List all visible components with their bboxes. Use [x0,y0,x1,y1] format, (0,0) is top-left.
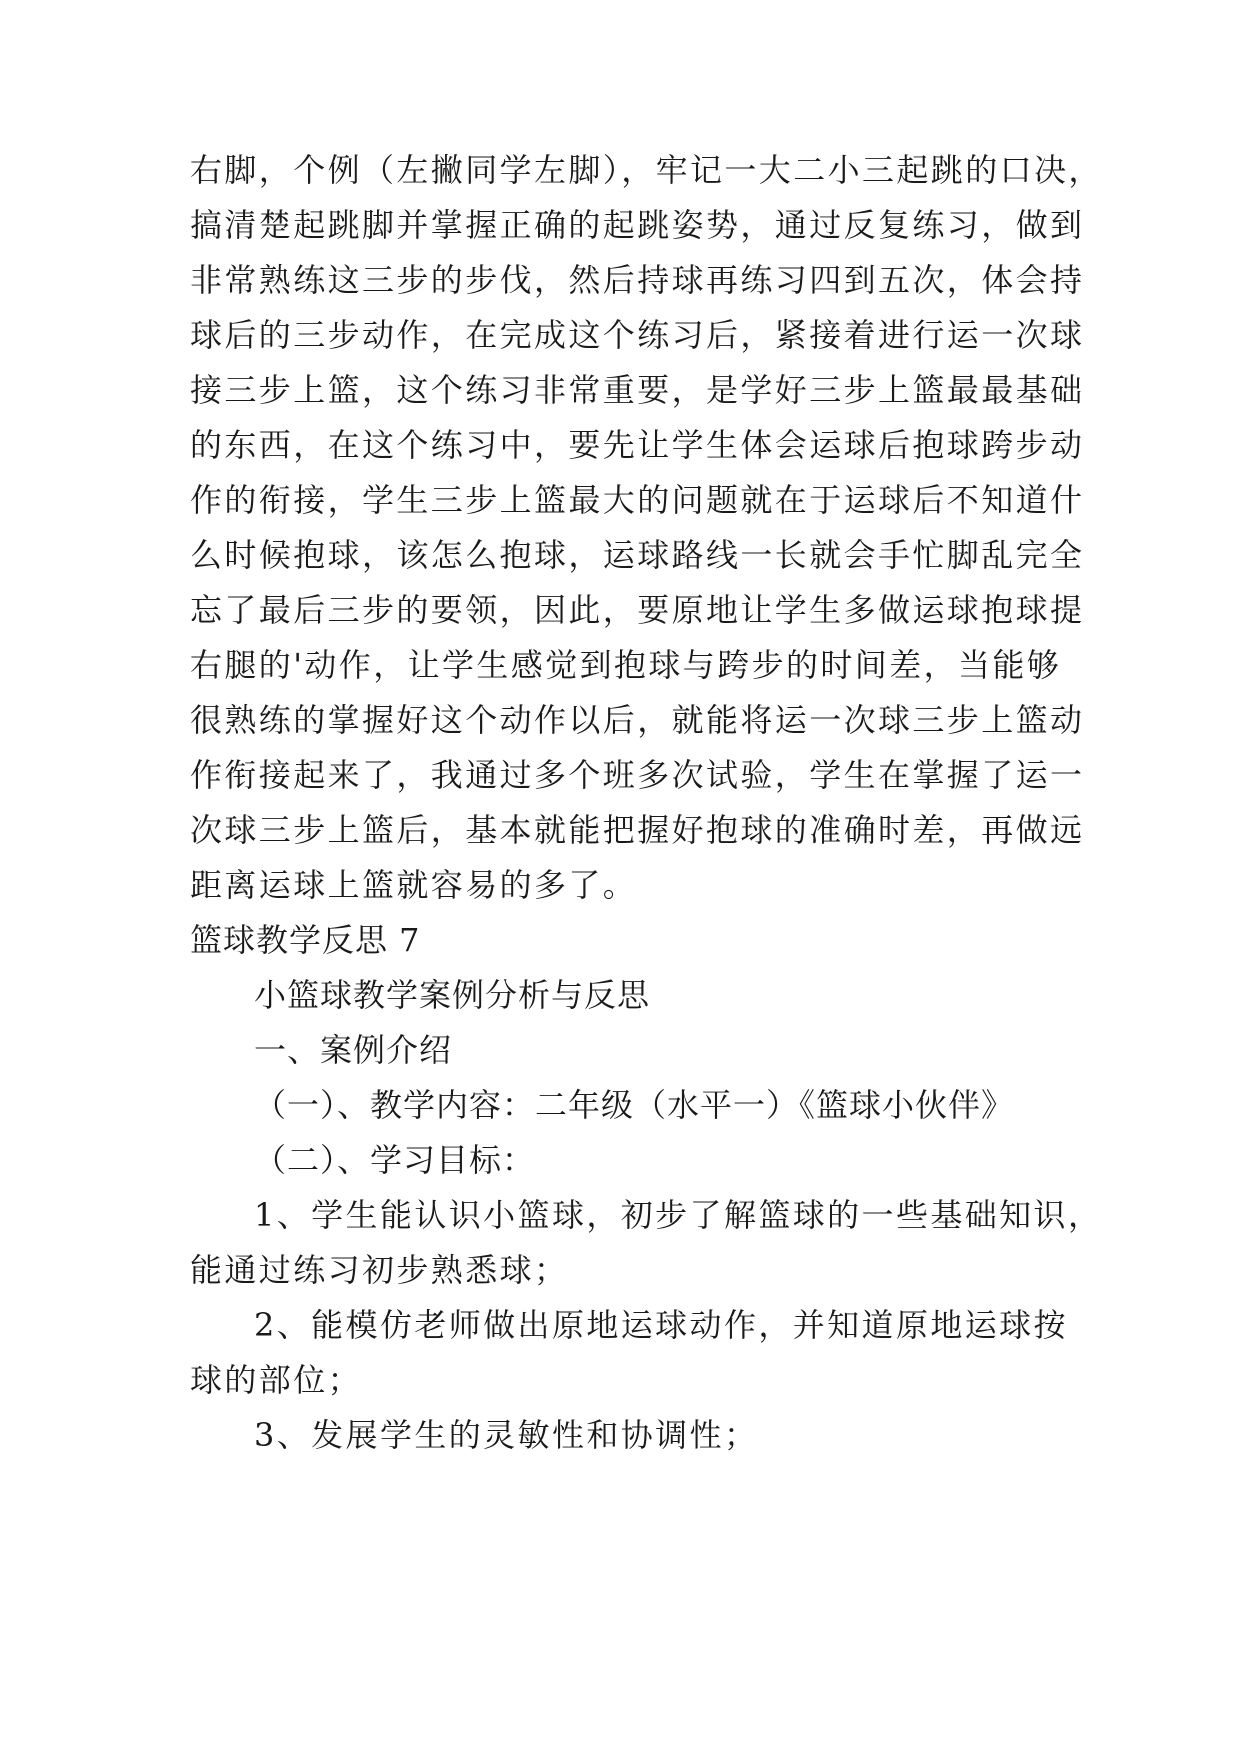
goal-1-line-2: 能通过练习初步熟悉球； [190,1251,569,1289]
paragraph-line: 球后的三步动作，在完成这个练习后，紧接着进行运一次球 [190,316,1085,354]
paragraph-line: 右脚，个例（左撇同学左脚），牢记一大二小三起跳的口决， [190,151,1103,189]
paragraph-line: 搞清楚起跳脚并掌握正确的起跳姿势，通过反复练习，做到 [190,206,1085,244]
subtitle: 小篮球教学案例分析与反思 [254,976,651,1014]
paragraph-line: 很熟练的掌握好这个动作以后，就能将运一次球三步上篮动 [190,701,1085,739]
goal-1-line-1: 1、学生能认识小篮球，初步了解篮球的一些基础知识， [254,1196,1103,1234]
paragraph-line: 距离运球上篮就容易的多了。 [190,866,638,904]
section-heading: 篮球教学反思 7 [190,921,421,959]
goal-3-line-1: 3、发展学生的灵敏性和协调性； [254,1416,759,1454]
paragraph-line: 么时候抱球，该怎么抱球，运球路线一长就会手忙脚乱完全 [190,536,1085,574]
paragraph-line: 右腿的'动作，让学生感觉到抱球与跨步的时间差，当能够 [190,646,1062,684]
paragraph-line: 次球三步上篮后，基本就能把握好抱球的准确时差，再做远 [190,811,1085,849]
goal-2-line-1: 2、能模仿老师做出原地运球动作，并知道原地运球按 [254,1306,1068,1344]
goal-2-line-2: 球的部位； [190,1361,363,1399]
paragraph-line: 的东西，在这个练习中，要先让学生体会运球后抱球跨步动 [190,426,1085,464]
paragraph-line: 非常熟练这三步的步伐，然后持球再练习四到五次，体会持 [190,261,1085,299]
paragraph-line: 作衔接起来了，我通过多个班多次试验，学生在掌握了运一 [190,756,1085,794]
goals-item: （二）、学习目标： [254,1141,536,1179]
paragraph-line: 作的衔接，学生三步上篮最大的问题就在于运球后不知道什 [190,481,1085,519]
paragraph-line: 接三步上篮，这个练习非常重要，是学好三步上篮最最基础 [190,371,1085,409]
case-heading: 一、案例介绍 [254,1031,453,1069]
content-item: （一）、教学内容：二年级（水平一）《篮球小伙伴》 [254,1086,1015,1124]
paragraph-line: 忘了最后三步的要领，因此，要原地让学生多做运球抱球提 [190,591,1085,629]
